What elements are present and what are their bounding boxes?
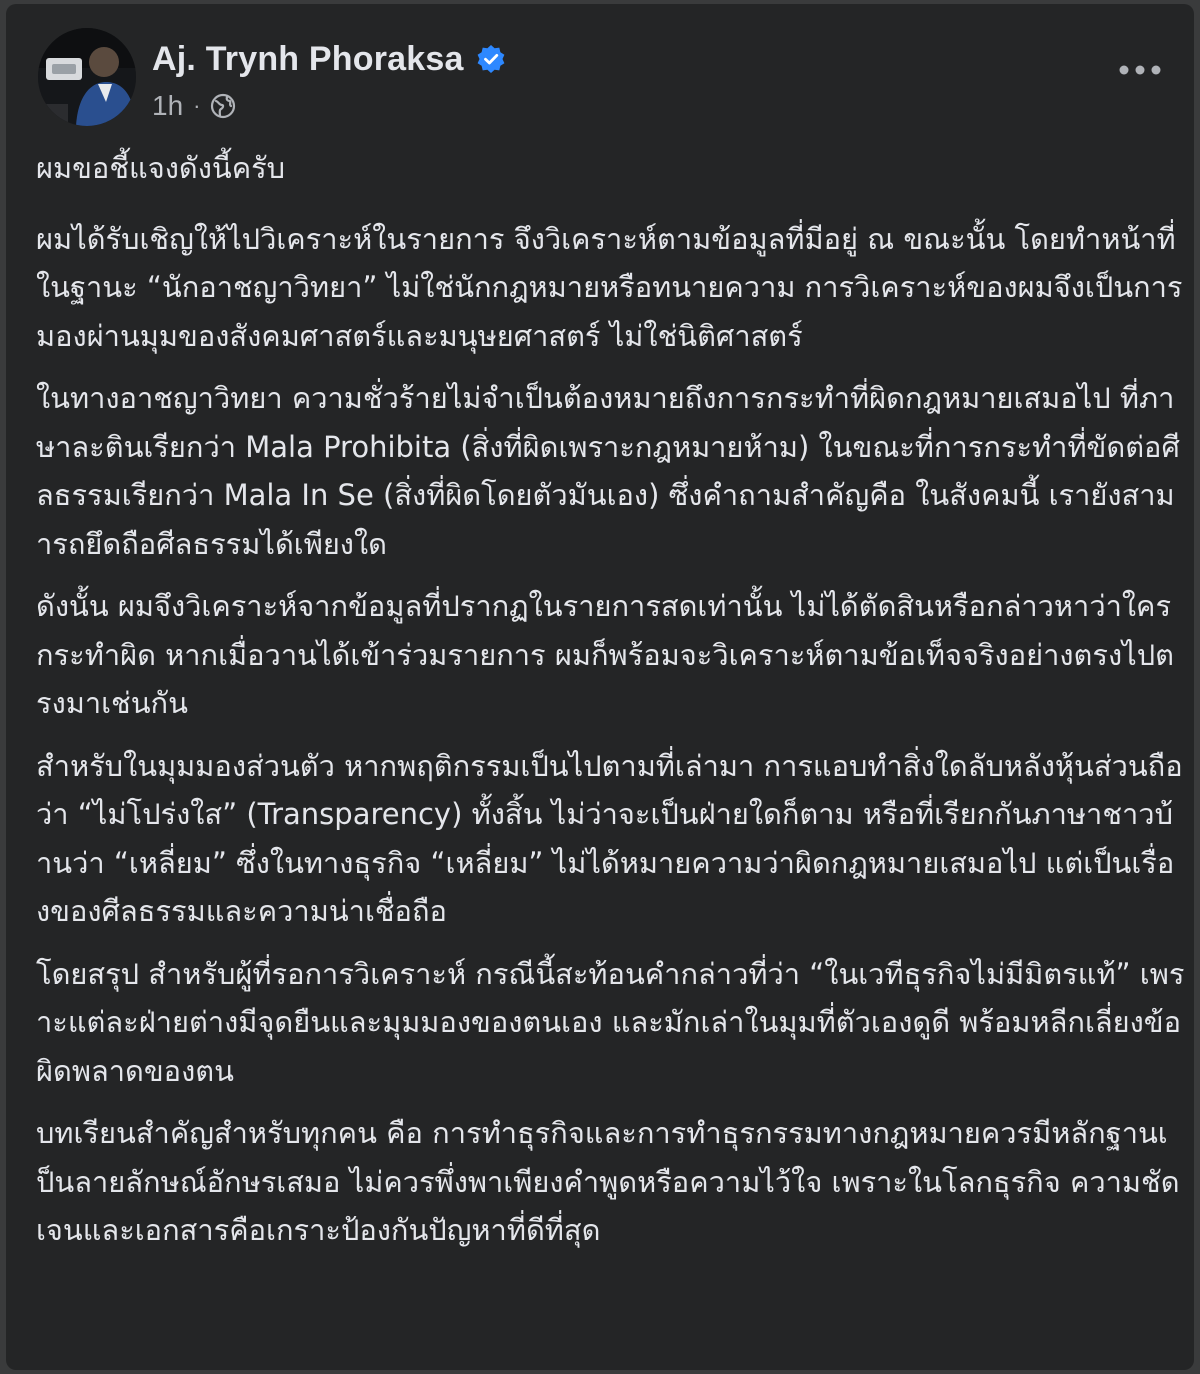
post-paragraph: ผมขอชี้แจงดังนี้ครับ <box>36 151 286 185</box>
post-paragraph: ในทางอาชญาวิทยา ความชั่วร้ายไม่จำเป็นต้องหมายถึงการกระทำที่ผิดกฎหมายเสมอไป ที่ภาษาละตินเรียกว่า Mala Prohibita (สิ่งที่ผิดเพราะกฎหมายห้าม) ในขณะที่การกระทำที่ขัดต่อศีลธรรมเรียกว่า Mala In Se (สิ่งที่ผิดโดยตัวมันเอง) ซึ่งคำถามสำคัญคือ ในสังคมนี้ เรายังสามารถยึดถือศีลธรรมได้เพียงใด <box>36 381 1180 561</box>
meta-separator: · <box>193 93 201 118</box>
globe-icon[interactable] <box>210 93 236 119</box>
author-name[interactable]: Aj. Trynh Phoraksa <box>152 39 464 78</box>
more-options-icon <box>1118 64 1162 76</box>
post-paragraph: โดยสรุป สำหรับผู้ที่รอการวิเคราะห์ กรณีนี้สะท้อนคำกล่าวที่ว่า “ในเวทีธุรกิจไม่มีมิตรแท้” เพราะแต่ละฝ่ายต่างมีจุดยืนและมุมมองของตนเอง และมักเล่าในมุมที่ตัวเองดูดี พร้อมหลีกเลี่ยงข้อผิดพลาดของตน <box>36 956 1185 1088</box>
avatar-photo <box>38 28 136 126</box>
verified-badge-icon <box>476 44 506 74</box>
post-paragraph: สำหรับในมุมมองส่วนตัว หากพฤติกรรมเป็นไปตามที่เล่ามา การแอบทำสิ่งใดลับหลังหุ้นส่วนถือว่า “ไม่โปร่งใส” (Transparency) ทั้งสิ้น ไม่ว่าจะเป็นฝ่ายใดก็ตาม หรือที่เรียกกันภาษาชาวบ้านว่า “เหลี่ยม” ซึ่งในทางธุรกิจ “เหลี่ยม” ไม่ได้หมายความว่าผิดกฎหมายเสมอไป แต่เป็นเรื่องของศีลธรรมและความน่าเชื่อถือ <box>36 748 1183 928</box>
post-paragraph: ดังนั้น ผมจึงวิเคราะห์จากข้อมูลที่ปรากฏในรายการสดเท่านั้น ไม่ได้ตัดสินหรือกล่าวหาว่าใครกระทำผิด หากเมื่อวานได้เข้าร่วมรายการ ผมก็พร้อมจะวิเคราะห์ตามข้อเท็จจริงอย่างตรงไปตรงมาเช่นกัน <box>36 589 1174 720</box>
post-paragraph: บทเรียนสำคัญสำหรับทุกคน คือ การทำธุรกิจและการทำธุรกรรมทางกฎหมายควรมีหลักฐานเป็นลายลักษณ์อักษรเสมอ ไม่ควรพึ่งพาเพียงคำพูดหรือความไว้ใจ เพราะในโลกธุรกิจ ความชัดเจนและเอกสารคือเกราะป้องกันปัญหาที่ดีที่สุด <box>36 1116 1180 1247</box>
post-meta <box>152 86 236 126</box>
post-paragraph: ผมได้รับเชิญให้ไปวิเคราะห์ในรายการ จึงวิเคราะห์ตามข้อมูลที่มีอยู่ ณ ขณะนั้น โดยทำหน้าที่ในฐานะ “นักอาชญาวิทยา” ไม่ใช่นักกฎหมายหรือทนายความ การวิเคราะห์ของผมจึงเป็นการมองผ่านมุมของสังคมศาสตร์และมนุษยศาสตร์ ไม่ใช่นิติศาสตร์ <box>36 221 1183 353</box>
more-options-button[interactable] <box>1112 48 1168 92</box>
post-timestamp[interactable]: 1h <box>152 90 184 121</box>
facebook-post <box>6 4 1194 1370</box>
author-row <box>152 34 506 84</box>
avatar[interactable] <box>38 28 136 126</box>
post-body <box>36 144 1186 1255</box>
